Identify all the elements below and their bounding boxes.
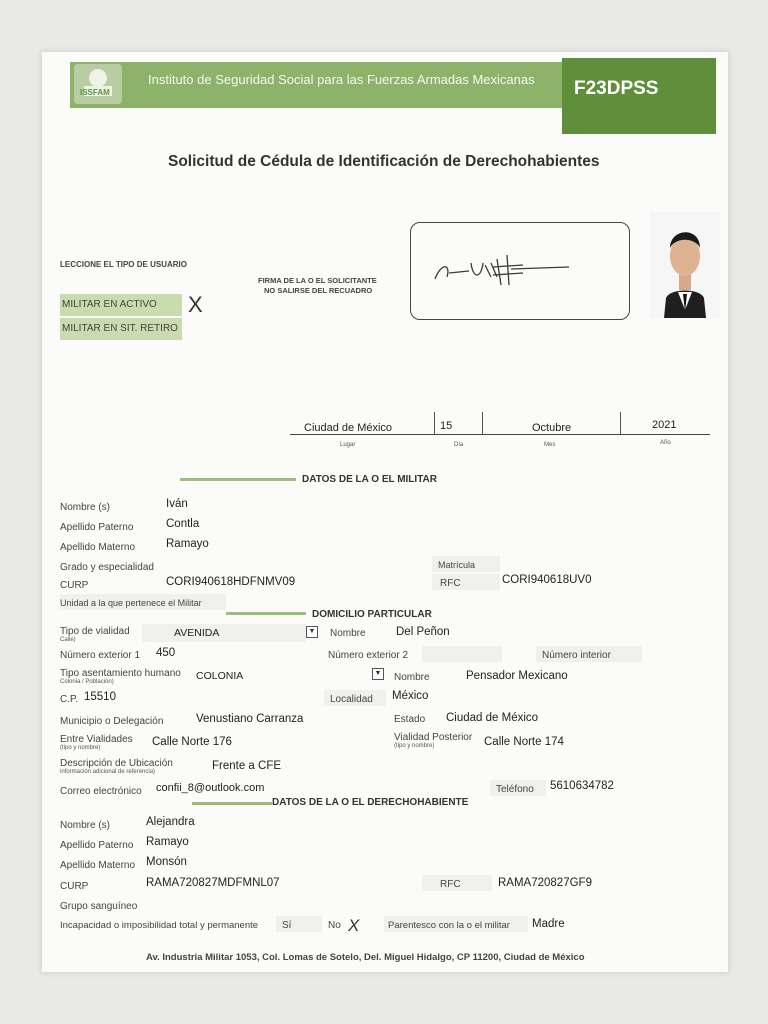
matricula-label: Matrícula: [438, 560, 476, 570]
option-militar-retiro[interactable]: MILITAR EN SIT. RETIRO: [60, 318, 182, 340]
descripcion[interactable]: Frente a CFE: [212, 760, 282, 772]
date-sep-2: [482, 412, 483, 434]
entre-sub: (tipo y nombre): [60, 745, 101, 751]
militar-nombre[interactable]: Iván: [166, 498, 188, 510]
cp-label: C.P.: [60, 694, 79, 705]
si-label: Sí: [282, 920, 292, 931]
entre-label: Entre Vialidades: [60, 734, 133, 745]
der-nombre-label: Nombre (s): [60, 820, 111, 831]
month-label: Mes: [544, 442, 556, 448]
vialidad-nombre-label: Nombre: [330, 628, 366, 639]
der-curp-label: CURP: [60, 881, 89, 892]
militar-paterno[interactable]: Contla: [166, 518, 200, 530]
logo-icon: [74, 64, 122, 104]
asentamiento-sub: Colonia / Población): [60, 679, 114, 685]
militar-rfc[interactable]: CORI940618UV0: [502, 574, 592, 586]
num-ext1-label: Número exterior 1: [60, 650, 141, 661]
der-nombre[interactable]: Alejandra: [146, 816, 195, 828]
cp[interactable]: 15510: [84, 691, 116, 703]
municipio-label: Municipio o Delegación: [60, 716, 164, 727]
footer-address: Av. Industria Militar 1053, Col. Lomas de Sotelo, Del. Miguel Hidalgo, CP 11200, Ciudad de México: [146, 952, 585, 963]
asentamiento-dropdown-icon[interactable]: ▼: [372, 668, 384, 680]
der-rfc[interactable]: RAMA720827GF9: [498, 877, 592, 889]
correo-label: Correo electrónico: [60, 786, 142, 797]
month-value: Octubre: [532, 422, 572, 434]
year-value: 2021: [652, 419, 677, 431]
descripcion-sub: información adicional de referencia): [60, 769, 156, 775]
num-ext2-label: Número exterior 2: [328, 650, 409, 661]
num-ext2-field[interactable]: [422, 646, 502, 662]
section-rule: [226, 612, 306, 615]
section-domicilio: DOMICILIO PARTICULAR: [312, 609, 432, 620]
tipo-vialidad-sub: Calle): [60, 637, 76, 643]
applicant-photo: [650, 212, 720, 318]
militar-curp[interactable]: CORI940618HDFNMV09: [166, 576, 296, 588]
no-label: No: [328, 920, 341, 931]
num-int-label: Número interior: [542, 650, 611, 661]
logo: [74, 64, 122, 104]
no-mark[interactable]: X: [348, 916, 360, 935]
asentamiento-nombre-label: Nombre: [394, 672, 430, 683]
localidad[interactable]: México: [392, 690, 429, 702]
militar-curp-label: CURP: [60, 580, 89, 591]
page-title: Solicitud de Cédula de Identificación de Derechohabientes: [168, 153, 600, 170]
militar-rfc-label: RFC: [440, 578, 461, 589]
entre[interactable]: Calle Norte 176: [152, 736, 232, 748]
correo[interactable]: confii_8@outlook.com: [156, 782, 265, 794]
incapacidad-label: Incapacidad o imposibilidad total y permanente: [60, 920, 259, 931]
asentamiento-label: Tipo asentamiento humano: [60, 668, 181, 679]
day-label: Día: [454, 442, 464, 448]
date-sep-3: [620, 412, 621, 434]
form-sheet: [42, 52, 728, 972]
der-paterno-label: Apellido Paterno: [60, 840, 134, 851]
telefono-label: Teléfono: [496, 784, 534, 795]
parentesco[interactable]: Madre: [532, 918, 565, 930]
person-photo: [650, 212, 720, 318]
num-ext1[interactable]: 450: [156, 647, 176, 659]
tipo-vialidad-label: Tipo de vialidad: [60, 626, 130, 637]
militar-materno[interactable]: Ramayo: [166, 538, 209, 550]
signature-label-2: NO SALIRSE DEL RECUADRO: [264, 286, 373, 295]
institute-name: Instituto de Seguridad Social para las Fuerzas Armadas Mexicanas: [148, 72, 535, 87]
section-rule: [192, 802, 272, 805]
tipo-vialidad-select[interactable]: AVENIDA: [142, 624, 306, 642]
posterior-label: Vialidad Posterior: [394, 732, 473, 743]
localidad-label: Localidad: [330, 694, 373, 705]
der-curp[interactable]: RAMA720827MDFMNL07: [146, 877, 280, 889]
place-value: Ciudad de México: [304, 422, 393, 434]
der-materno-label: Apellido Materno: [60, 860, 136, 871]
day-value: 15: [440, 420, 453, 432]
section-rule: [180, 478, 296, 481]
posterior-sub: (tipo y nombre): [394, 743, 435, 749]
logo-text: ISSFAM: [80, 88, 110, 97]
descripcion-label: Descripción de Ubicación: [60, 758, 173, 769]
posterior[interactable]: Calle Norte 174: [484, 736, 564, 748]
tipo-vialidad-dropdown-icon[interactable]: ▼: [306, 626, 318, 638]
date-row-line: [290, 434, 710, 435]
option-militar-activo[interactable]: MILITAR EN ACTIVO: [60, 294, 182, 316]
estado[interactable]: Ciudad de México: [446, 712, 539, 724]
vialidad-nombre[interactable]: Del Peñon: [396, 626, 450, 638]
form-code: F23DPSS: [574, 78, 659, 99]
asentamiento[interactable]: COLONIA: [196, 670, 244, 682]
grado-label: Grado y especialidad: [60, 562, 154, 573]
section-derechohabiente: DATOS DE LA O EL DERECHOHABIENTE: [272, 797, 469, 808]
der-materno[interactable]: Monsón: [146, 856, 187, 868]
place-label: Lugar: [340, 442, 356, 448]
militar-nombre-label: Nombre (s): [60, 502, 111, 513]
asentamiento-nombre[interactable]: Pensador Mexicano: [466, 670, 568, 682]
section-militar: DATOS DE LA O EL MILITAR: [302, 474, 437, 485]
unidad-label: Unidad a la que pertenece el Militar: [60, 598, 202, 608]
parentesco-label: Parentesco con la o el militar: [388, 920, 510, 931]
der-rfc-label: RFC: [440, 879, 461, 890]
estado-label: Estado: [394, 714, 426, 725]
signature-label-1: FIRMA DE LA O EL SOLICITANTE: [258, 276, 377, 285]
sangre-label: Grupo sanguíneo: [60, 901, 138, 912]
municipio[interactable]: Venustiano Carranza: [196, 713, 304, 725]
militar-materno-label: Apellido Materno: [60, 542, 136, 553]
militar-paterno-label: Apellido Paterno: [60, 522, 134, 533]
user-type-label: LECCIONE EL TIPO DE USUARIO: [60, 260, 187, 269]
date-sep-1: [434, 412, 435, 434]
signature-box[interactable]: [410, 222, 630, 320]
year-label: Año: [660, 440, 671, 446]
signature-image: [411, 223, 629, 319]
selected-mark: X: [188, 292, 203, 317]
der-paterno[interactable]: Ramayo: [146, 836, 189, 848]
telefono[interactable]: 5610634782: [550, 780, 614, 792]
